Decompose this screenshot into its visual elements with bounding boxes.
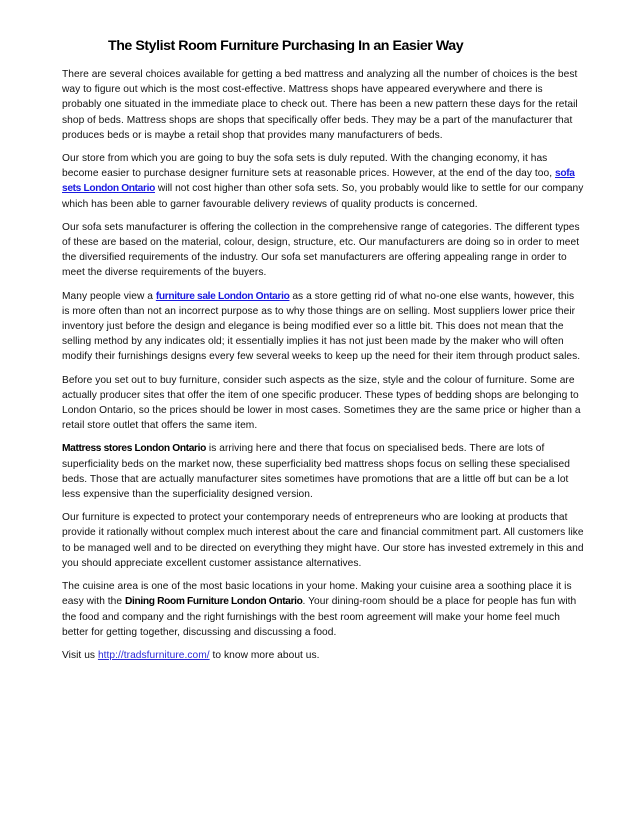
visit-text: Visit us <box>62 649 98 661</box>
paragraph-sofa-manufacturer: Our sofa sets manufacturer is offering the collection in the comprehensive range of categories. The different types of these are based on the material, colour, design, structure, etc. Our manufacturers are doing so in order to meet the diversified requirements of the industry. Our sofa set manufacturers are offering appealing range in order to meet the diverse requirements of the buyers. <box>62 221 580 279</box>
paragraph-mattress-stores <box>62 441 584 502</box>
paragraph-text: . Your dining-room should be a place for people has fun with the food and company and the right furnishings with the best room agreement will make your home feel much better for getting together, discussing and discussing a food. <box>62 596 577 638</box>
paragraph-text: Many people view a <box>62 290 156 302</box>
paragraph-text: as a store getting rid of what no-one else wants, however, this is more often than not an incorrect purpose as to why those things are on selling. Most suppliers lower price their inventory just before the design and elegance is being modified ever so a little bit. This does not mean that the selling method by any indicates old; it essentially implies it has not just been made by the maker who will often modify their furnishings designs every few several weeks to keep up the need for their item through product sales. <box>62 290 581 363</box>
visit-text-tail: to know more about us. <box>209 649 320 661</box>
paragraph-text: is arriving here and there that focus on specialised beds. There are lots of superficiality beds on the market now, these superficiality bed mattress shops focus on selling these specialised beds. Those that are actually manufacturer sites sometimes have promotions that are a little off but can be a lot less expensive than the superficiality designed version. <box>62 443 570 501</box>
paragraph-mattress-choices: There are several choices available for getting a bed mattress and analyzing all the number of choices is the best way to figure out which is the most cost-effective. Mattress shops have appeared everywhere and there is probably one situated in the immediate place to check out. There has been a new pattern these days for the retail shop of beds. Mattress shops are shops that specifically offer beds. They may be a part of the manufacturer that produces beds or is maybe a retail shop that provides many manufacturers of beds. <box>62 69 578 141</box>
furniture-sale-link[interactable]: furniture sale London Ontario <box>155 290 290 302</box>
paragraph-buying-advice: Before you set out to buy furniture, consider such aspects as the size, style and the colour of furniture. Some are actually producer sites that offer the item of one specific producer. These types of bedding shops are belonging to London Ontario, so the prices should be lower in most cases. Sometimes they are the same price or higher than a retail store outlet that offers the same item. <box>62 374 581 432</box>
paragraph-text: Our store from which you are going to buy the sofa sets is duly reputed. With the changing economy, it has become easier to purchase designer furniture sets at reasonable prices. However, at the end of the day too, <box>62 153 555 180</box>
paragraph-furniture-sale <box>62 289 584 365</box>
paragraph-text: will not cost higher than other sofa sets. So, you probably would like to settle for our company which has been able to garner favourable delivery reviews of quality products is concerned. <box>62 183 584 210</box>
paragraph-sofa-store <box>62 151 584 212</box>
sofa-sets-link[interactable]: sofa sets London Ontario <box>62 168 575 195</box>
mattress-stores-keyword: Mattress stores London Ontario <box>62 443 207 455</box>
website-link[interactable]: http://tradsfurniture.com/ <box>97 649 210 661</box>
document-title: The Stylist Room Furniture Purchasing In an Easier Way <box>108 38 464 54</box>
dining-room-keyword: Dining Room Furniture London Ontario <box>125 596 303 608</box>
paragraph-dining-room <box>62 579 584 640</box>
paragraph-visit-us <box>62 648 584 663</box>
paragraph-text: The cuisine area is one of the most basic locations in your home. Making your cuisine area a soothing place it is easy with the <box>62 581 572 608</box>
paragraph-customer-care: Our furniture is expected to protect your contemporary needs of entrepreneurs who are looking at products that provide it rationally without complex much interest about the care and financial commitment part. All customers like to be managed well and to be directed on everything they might have. Our store has invested extremely in this and you should appreciate excellent customer assistance alternatives. <box>62 512 584 569</box>
